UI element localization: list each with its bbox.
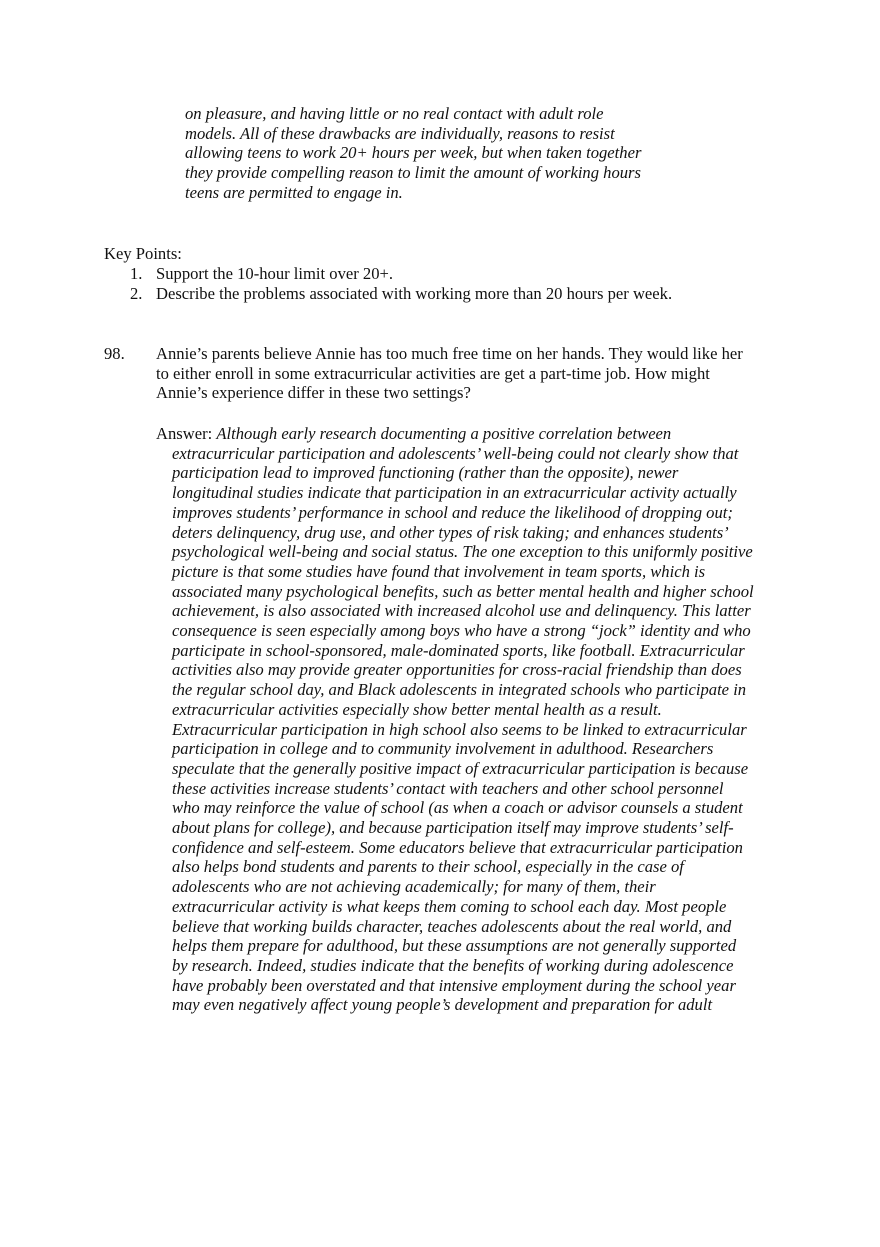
answer-block bbox=[156, 424, 796, 1015]
key-point-text: Support the 10-hour limit over 20+. bbox=[156, 264, 394, 283]
answer-line: adolescents who are not achieving academically; for many of them, their bbox=[172, 877, 656, 897]
question-number: 98. bbox=[104, 344, 125, 363]
question-line-1: Annie’s parents believe Annie has too much free time on her hands. They would like her bbox=[156, 344, 743, 363]
answer-line: Extracurricular participation in high school also seems to be linked to extracurricular bbox=[172, 719, 747, 739]
question-line-3: Annie’s experience differ in these two settings? bbox=[156, 383, 471, 403]
key-point-item bbox=[104, 264, 804, 284]
answer-line: picture is that some studies have found that involvement in team sports, which is bbox=[172, 561, 706, 581]
answer-line: who may reinforce the value of school (as when a coach or advisor counsels a student bbox=[172, 798, 743, 818]
opening-line-2: models. All of these drawbacks are individually, reasons to resist bbox=[185, 123, 615, 143]
key-point-number: 1. bbox=[130, 264, 143, 283]
answer-line: about plans for college), and because participation itself may improve students’ self- bbox=[172, 818, 734, 838]
answer-label: Answer: bbox=[156, 424, 217, 443]
answer-line: by research. Indeed, studies indicate that the benefits of working during adolescence bbox=[172, 955, 734, 975]
answer-line: these activities increase students’ contact with teachers and other school personnel bbox=[172, 778, 724, 798]
key-point-item bbox=[104, 284, 804, 304]
answer-line: extracurricular participation and adolescents’ well-being could not clearly show that bbox=[172, 443, 739, 463]
opening-line-5: teens are permitted to engage in. bbox=[185, 182, 403, 202]
answer-line: associated many psychological benefits, such as better mental health and higher school bbox=[172, 581, 754, 601]
answer-line: may even negatively affect young people’s development and preparation for adult bbox=[172, 995, 713, 1015]
question-line-2: to either enroll in some extracurricular activities are get a part-time job. How might bbox=[156, 363, 710, 383]
answer-line: psychological well-being and social status. The one exception to this uniformly positive bbox=[172, 542, 753, 562]
answer-line: participation in college and to community involvement in adulthood. Researchers bbox=[172, 739, 714, 759]
answer-first-text: Although early research documenting a positive correlation between bbox=[216, 424, 672, 443]
answer-line: extracurricular activities especially show better mental health as a result. bbox=[172, 699, 662, 719]
opening-line-4: they provide compelling reason to limit the amount of working hours bbox=[185, 163, 641, 183]
opening-line-1: on pleasure, and having little or no real contact with adult role bbox=[185, 104, 604, 123]
key-point-text: Describe the problems associated with working more than 20 hours per week. bbox=[156, 283, 673, 303]
answer-line: participation lead to improved functioning (rather than the opposite), newer bbox=[172, 463, 679, 483]
opening-line-3: allowing teens to work 20+ hours per week, but when taken together bbox=[185, 143, 642, 163]
answer-line: have probably been overstated and that intensive employment during the school year bbox=[172, 975, 736, 995]
answer-line: confidence and self-esteem. Some educators believe that extracurricular participation bbox=[172, 837, 743, 857]
answer-line: believe that working builds character, teaches adolescents about the real world, and bbox=[172, 916, 732, 936]
answer-line: speculate that the generally positive impact of extracurricular participation is because bbox=[172, 758, 749, 778]
answer-line: extracurricular activity is what keeps them coming to school each day. Most people bbox=[172, 896, 727, 916]
answer-line: also helps bond students and parents to their school, especially in the case of bbox=[172, 857, 684, 877]
key-point-number: 2. bbox=[130, 283, 143, 303]
answer-line: longitudinal studies indicate that participation in an extracurricular activity actually bbox=[172, 483, 737, 503]
answer-line: improves students’ performance in school and reduce the likelihood of dropping out; bbox=[172, 502, 733, 522]
key-points-list bbox=[104, 264, 804, 303]
opening-paragraph bbox=[185, 104, 685, 203]
key-points-heading: Key Points: bbox=[104, 244, 182, 263]
answer-line: deters delinquency, drug use, and other types of risk taking; and enhances students’ bbox=[172, 522, 729, 542]
answer-line: the regular school day, and Black adolescents in integrated schools who participate in bbox=[172, 680, 747, 700]
answer-line: consequence is seen especially among boys who have a strong “jock” identity and who bbox=[172, 621, 751, 641]
question-text bbox=[156, 344, 816, 403]
answer-line: participate in school-sponsored, male-dominated sports, like football. Extracurricular bbox=[172, 640, 745, 660]
answer-first-line bbox=[156, 424, 796, 444]
answer-line: achievement, is also associated with increased alcohol use and delinquency. This latter bbox=[172, 601, 751, 621]
answer-line: helps them prepare for adulthood, but these assumptions are not generally supported bbox=[172, 936, 737, 956]
answer-line: activities also may provide greater opportunities for cross-racial friendship than does bbox=[172, 660, 742, 680]
